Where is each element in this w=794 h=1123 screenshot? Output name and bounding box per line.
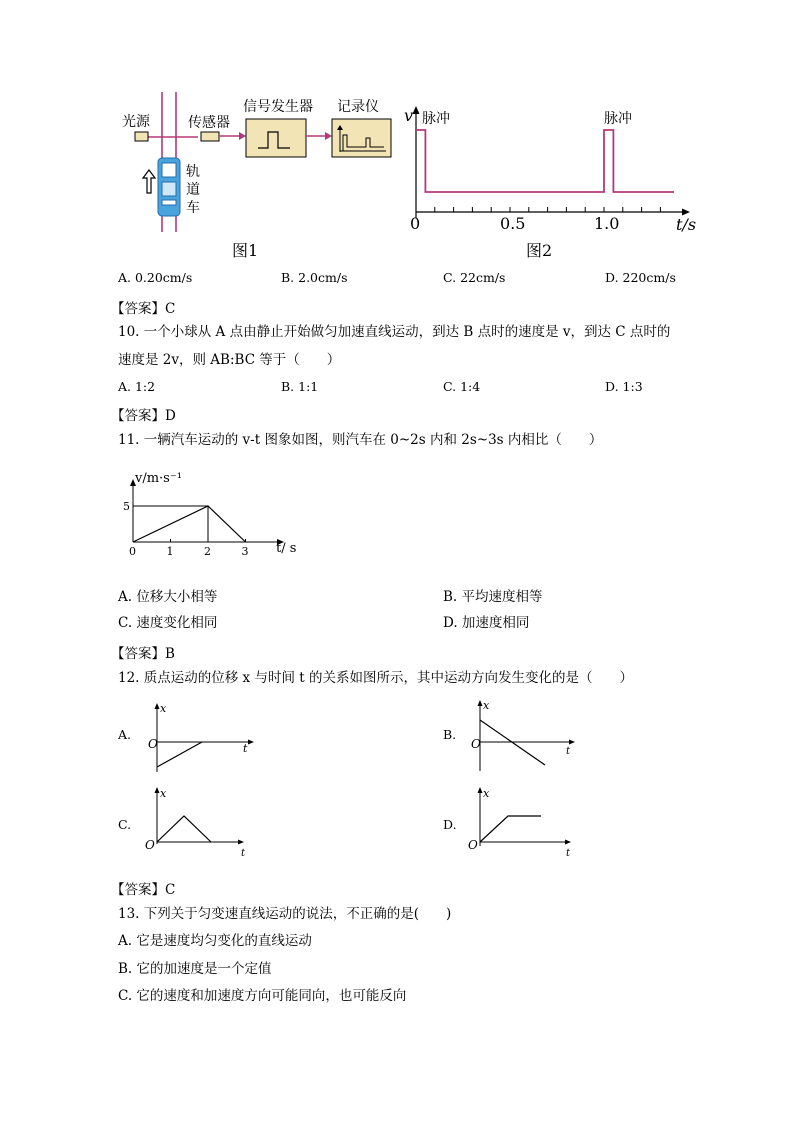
- recorder-label: 记录仪: [337, 99, 379, 115]
- q11-y-tick-label: 5: [123, 500, 130, 513]
- q9-option-a: A. 0.20cm/s: [118, 270, 193, 285]
- graph-a-line: [157, 742, 202, 767]
- pulse-trace: [416, 130, 674, 192]
- q12-d-x: x: [483, 787, 490, 800]
- q9-option-b: B. 2.0cm/s: [281, 270, 348, 285]
- q11-x-tick-label: 0: [129, 545, 136, 558]
- q11-answer: 【答案】B: [111, 646, 175, 662]
- q12-answer: 【答案】C: [111, 882, 176, 898]
- q11-x-tick-label: 3: [241, 545, 249, 558]
- q12-graph-c: [140, 784, 260, 854]
- q10-option-d: D. 1:3: [605, 379, 643, 394]
- pulse-label-1: 脉冲: [422, 111, 450, 127]
- q11-option-c: C. 速度变化相同: [118, 615, 218, 631]
- q12-graph-d: [463, 784, 583, 854]
- q11-option-a: A. 位移大小相等: [118, 589, 218, 605]
- q13-option-b: B. 它的加速度是一个定值: [118, 961, 272, 977]
- q10-answer: 【答案】D: [111, 408, 176, 424]
- q12-graph-d-label: D.: [443, 817, 457, 832]
- fig2-y-label: v: [404, 106, 414, 125]
- q12-b-x: x: [483, 699, 490, 712]
- q12-c-o: O: [145, 838, 155, 852]
- q12-b-o: O: [471, 737, 481, 751]
- q10-stem-line2: 速度是 2v，则 AB:BC 等于（ ）: [118, 352, 341, 368]
- arrow-right-icon: [239, 132, 246, 140]
- q12-graph-a-label: A.: [118, 727, 132, 742]
- q11-series-line: [133, 506, 246, 542]
- figure-1-caption: 图1: [232, 241, 259, 260]
- q13-option-c: C. 它的速度和加速度方向可能同向，也可能反向: [118, 988, 407, 1004]
- q9-answer: 【答案】C: [111, 301, 176, 317]
- q11-x-tick-label: 2: [204, 545, 211, 558]
- q12-stem: 12. 质点运动的位移 x 与时间 t 的关系如图所示，其中运动方向发生变化的是（ ）: [118, 670, 633, 686]
- q12-graph-b: [463, 695, 583, 775]
- q12-a-o: O: [148, 737, 158, 751]
- graph-c-line: [157, 816, 211, 842]
- q12-graph-a: [140, 700, 260, 775]
- q9-option-d: D. 220cm/s: [605, 270, 676, 285]
- arrow-up-icon: [143, 170, 155, 193]
- fig2-tick-1-0: 1.0: [594, 214, 620, 233]
- q12-a-t: t: [243, 742, 248, 755]
- fig2-tick-0-5: 0.5: [500, 214, 526, 233]
- q12-graph-c-label: C.: [118, 817, 132, 832]
- figure-2-caption: 图2: [526, 241, 553, 260]
- sensor-box: [201, 132, 219, 141]
- q11-y-label: v/m·s⁻¹: [135, 471, 182, 486]
- q11-x-label: t/ s: [276, 541, 297, 556]
- fig2-x-label: t/s: [676, 215, 697, 234]
- q11-stem: 11. 一辆汽车运动的 v-t 图象如图，则汽车在 0~2s 内和 2s~3s 内相比（ ）: [118, 432, 603, 448]
- signal-generator-box: [246, 119, 306, 157]
- arrow-right-icon: [325, 132, 332, 140]
- q12-b-t: t: [566, 746, 571, 757]
- q11-option-b: B. 平均速度相等: [443, 589, 543, 605]
- q13-option-a: A. 它是速度均匀变化的直线运动: [118, 933, 312, 949]
- q12-d-t: t: [566, 848, 571, 859]
- light-source-label: 光源: [122, 114, 150, 130]
- fig2-tick-0: 0: [410, 214, 421, 233]
- signal-generator-label: 信号发生器: [243, 99, 313, 115]
- q10-option-c: C. 1:4: [443, 379, 481, 394]
- q10-option-a: A. 1:2: [118, 379, 156, 394]
- graph-d-line: [480, 816, 541, 842]
- q10-stem-line1: 10. 一个小球从 A 点由静止开始做匀加速直线运动，到达 B 点时的速度是 v，到达 C 点时的: [118, 324, 671, 340]
- light-source-box: [135, 132, 148, 141]
- q10-option-b: B. 1:1: [281, 379, 319, 394]
- q11-x-tick-label: 1: [166, 545, 174, 558]
- q12-graph-b-label: B.: [443, 727, 457, 742]
- q12-c-t: t: [241, 848, 246, 859]
- q11-option-d: D. 加速度相同: [443, 615, 530, 631]
- q13-stem: 13. 下列关于匀变速直线运动的说法，不正确的是( ): [118, 906, 452, 922]
- q12-c-x: x: [160, 787, 167, 800]
- q12-d-o: O: [468, 838, 478, 852]
- track-car-label: 轨 道 车: [186, 164, 200, 216]
- sensor-label: 传感器: [188, 115, 230, 131]
- q9-option-c: C. 22cm/s: [443, 270, 506, 285]
- pulse-label-2: 脉冲: [604, 111, 632, 127]
- q12-a-x: x: [160, 702, 167, 715]
